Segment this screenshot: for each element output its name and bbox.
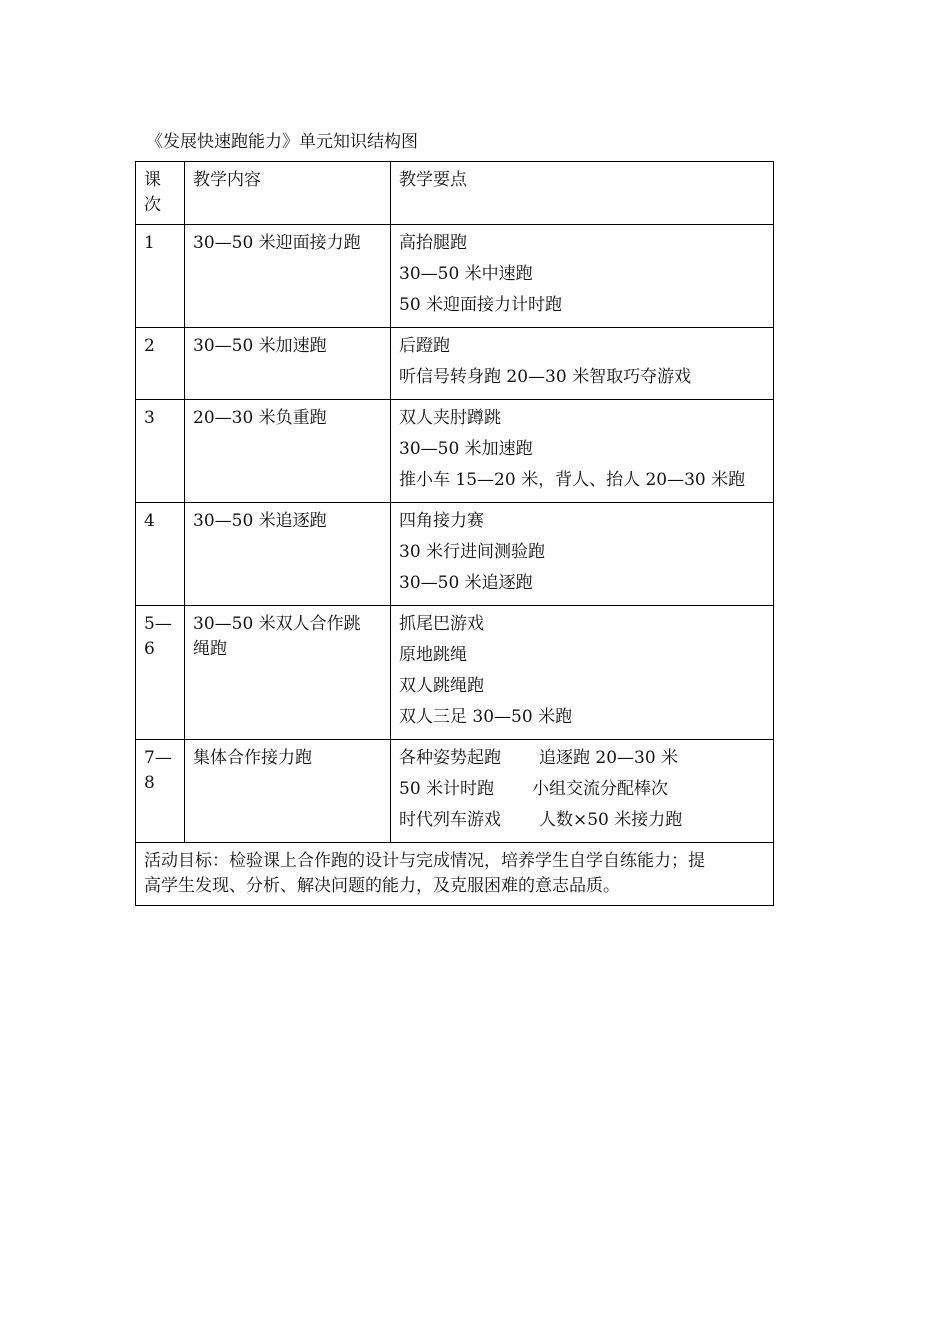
lesson-content: 30—50 米追逐跑 bbox=[185, 503, 391, 606]
table-header-row bbox=[136, 162, 774, 225]
knowledge-structure-table bbox=[135, 161, 774, 906]
lesson-points bbox=[391, 606, 774, 740]
point-item: 30—50 米追逐跑 bbox=[399, 573, 533, 593]
activity-goal: 活动目标：检验课上合作跑的设计与完成情况，培养学生自学自练能力；提 高学生发现、分析、解决问题的能力，及克服困难的意志品质。 bbox=[136, 843, 774, 906]
lesson-number: 3 bbox=[136, 400, 185, 503]
point-item: 50 米迎面接力计时跑 bbox=[399, 295, 563, 315]
point-item: 高抬腿跑 bbox=[399, 233, 467, 253]
point-item: 50 米计时跑 小组交流分配棒次 bbox=[399, 779, 669, 799]
lesson-content: 30—50 米双人合作跳 绳跑 bbox=[185, 606, 391, 740]
lesson-points bbox=[391, 400, 774, 503]
point-item: 双人三足 30—50 米跑 bbox=[399, 707, 573, 727]
header-points: 教学要点 bbox=[391, 162, 774, 225]
point-item: 各种姿势起跑 追逐跑 20—30 米 bbox=[399, 748, 679, 768]
lesson-content: 20—30 米负重跑 bbox=[185, 400, 391, 503]
point-item: 双人夹肘蹲跳 bbox=[399, 408, 501, 428]
table-row bbox=[136, 225, 774, 328]
point-item: 后蹬跑 bbox=[399, 336, 450, 356]
point-item: 30—50 米中速跑 bbox=[399, 264, 533, 284]
lesson-points bbox=[391, 328, 774, 400]
lesson-number: 7— 8 bbox=[136, 740, 185, 843]
lesson-content: 集体合作接力跑 bbox=[185, 740, 391, 843]
point-item: 30 米行进间测验跑 bbox=[399, 542, 546, 562]
table-row bbox=[136, 400, 774, 503]
point-item: 时代列车游戏 人数×50 米接力跑 bbox=[399, 810, 683, 830]
header-lesson: 课 次 bbox=[136, 162, 185, 225]
page-title: 《发展快速跑能力》单元知识结构图 bbox=[146, 132, 418, 152]
lesson-number: 1 bbox=[136, 225, 185, 328]
lesson-points bbox=[391, 225, 774, 328]
lesson-content: 30—50 米迎面接力跑 bbox=[185, 225, 391, 328]
lesson-number: 4 bbox=[136, 503, 185, 606]
point-item: 双人跳绳跑 bbox=[399, 676, 484, 696]
table-row bbox=[136, 740, 774, 843]
point-item: 推小车 15—20 米，背人、抬人 20—30 米跑 bbox=[399, 470, 746, 490]
point-item: 30—50 米加速跑 bbox=[399, 439, 533, 459]
lesson-number: 2 bbox=[136, 328, 185, 400]
point-item: 听信号转身跑 20—30 米智取巧夺游戏 bbox=[399, 367, 692, 387]
lesson-points bbox=[391, 503, 774, 606]
table-row bbox=[136, 503, 774, 606]
table-row bbox=[136, 606, 774, 740]
point-item: 抓尾巴游戏 bbox=[399, 614, 484, 634]
table-row bbox=[136, 328, 774, 400]
activity-goal-row bbox=[136, 843, 774, 906]
lesson-content: 30—50 米加速跑 bbox=[185, 328, 391, 400]
point-item: 四角接力赛 bbox=[399, 511, 484, 531]
header-content: 教学内容 bbox=[185, 162, 391, 225]
lesson-points bbox=[391, 740, 774, 843]
lesson-number: 5— 6 bbox=[136, 606, 185, 740]
point-item: 原地跳绳 bbox=[399, 645, 467, 665]
